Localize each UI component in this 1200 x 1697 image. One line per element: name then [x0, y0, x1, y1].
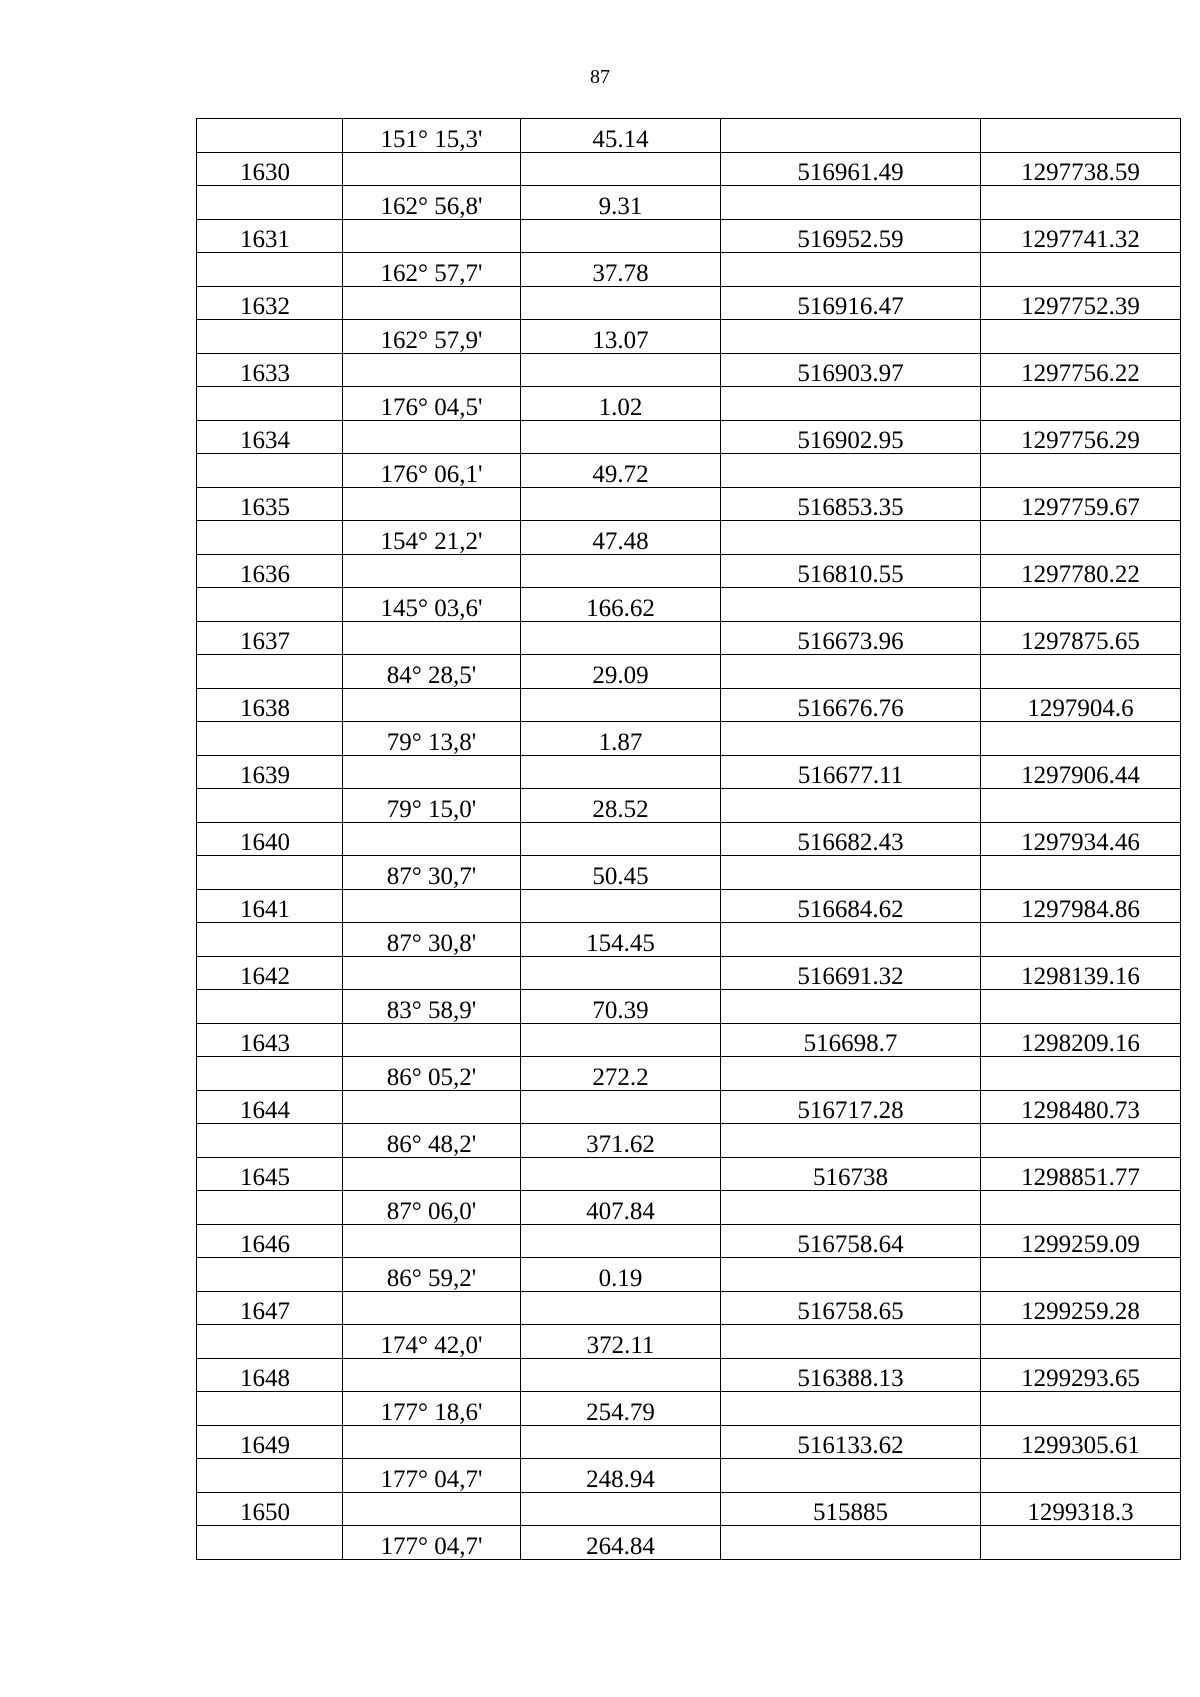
x-coordinate-cell — [721, 1325, 981, 1359]
direction-angle-cell — [343, 353, 521, 387]
direction-angle-cell: 162° 57,9' — [343, 320, 521, 354]
distance-cell — [521, 1425, 721, 1459]
y-coordinate-cell — [981, 990, 1181, 1024]
x-coordinate-cell: 516698.7 — [721, 1023, 981, 1057]
x-coordinate-cell: 516388.13 — [721, 1358, 981, 1392]
point-number-cell — [197, 1124, 343, 1158]
table-row — [197, 789, 1181, 823]
direction-angle-cell: 177° 04,7' — [343, 1526, 521, 1560]
distance-cell: 254.79 — [521, 1392, 721, 1426]
coordinates-table — [196, 118, 1181, 1560]
direction-angle-cell — [343, 554, 521, 588]
x-coordinate-cell: 516758.64 — [721, 1224, 981, 1258]
y-coordinate-cell: 1297984.86 — [981, 889, 1181, 923]
table-row — [197, 889, 1181, 923]
table-row — [197, 1459, 1181, 1493]
x-coordinate-cell — [721, 521, 981, 555]
x-coordinate-cell — [721, 789, 981, 823]
y-coordinate-cell: 1297906.44 — [981, 755, 1181, 789]
x-coordinate-cell: 516684.62 — [721, 889, 981, 923]
x-coordinate-cell: 516952.59 — [721, 219, 981, 253]
x-coordinate-cell — [721, 454, 981, 488]
table-row — [197, 487, 1181, 521]
y-coordinate-cell — [981, 1124, 1181, 1158]
distance-cell — [521, 1090, 721, 1124]
table-row — [197, 1526, 1181, 1560]
table-row — [197, 1057, 1181, 1091]
point-number-cell: 1641 — [197, 889, 343, 923]
distance-cell — [521, 554, 721, 588]
direction-angle-cell — [343, 889, 521, 923]
x-coordinate-cell: 516961.49 — [721, 152, 981, 186]
table-row — [197, 353, 1181, 387]
point-number-cell: 1635 — [197, 487, 343, 521]
distance-cell — [521, 889, 721, 923]
y-coordinate-cell — [981, 521, 1181, 555]
point-number-cell — [197, 1459, 343, 1493]
distance-cell — [521, 1492, 721, 1526]
direction-angle-cell — [343, 286, 521, 320]
table-row — [197, 755, 1181, 789]
distance-cell: 47.48 — [521, 521, 721, 555]
y-coordinate-cell — [981, 655, 1181, 689]
y-coordinate-cell — [981, 923, 1181, 957]
point-number-cell — [197, 990, 343, 1024]
y-coordinate-cell: 1298139.16 — [981, 956, 1181, 990]
table-row — [197, 186, 1181, 220]
point-number-cell: 1638 — [197, 688, 343, 722]
point-number-cell: 1644 — [197, 1090, 343, 1124]
x-coordinate-cell — [721, 1124, 981, 1158]
point-number-cell: 1642 — [197, 956, 343, 990]
y-coordinate-cell — [981, 588, 1181, 622]
x-coordinate-cell — [721, 856, 981, 890]
distance-cell: 0.19 — [521, 1258, 721, 1292]
x-coordinate-cell — [721, 1526, 981, 1560]
distance-cell: 248.94 — [521, 1459, 721, 1493]
point-number-cell — [197, 1392, 343, 1426]
distance-cell — [521, 822, 721, 856]
x-coordinate-cell — [721, 588, 981, 622]
point-number-cell: 1637 — [197, 621, 343, 655]
distance-cell — [521, 755, 721, 789]
table-row — [197, 956, 1181, 990]
y-coordinate-cell: 1297780.22 — [981, 554, 1181, 588]
table-row — [197, 1392, 1181, 1426]
y-coordinate-cell: 1299318.3 — [981, 1492, 1181, 1526]
x-coordinate-cell — [721, 722, 981, 756]
distance-cell — [521, 219, 721, 253]
point-number-cell: 1647 — [197, 1291, 343, 1325]
y-coordinate-cell: 1299305.61 — [981, 1425, 1181, 1459]
y-coordinate-cell: 1297752.39 — [981, 286, 1181, 320]
direction-angle-cell: 174° 42,0' — [343, 1325, 521, 1359]
y-coordinate-cell: 1297934.46 — [981, 822, 1181, 856]
point-number-cell: 1634 — [197, 420, 343, 454]
direction-angle-cell: 87° 06,0' — [343, 1191, 521, 1225]
x-coordinate-cell — [721, 1191, 981, 1225]
direction-angle-cell: 162° 57,7' — [343, 253, 521, 287]
point-number-cell: 1646 — [197, 1224, 343, 1258]
direction-angle-cell — [343, 956, 521, 990]
table-row — [197, 822, 1181, 856]
x-coordinate-cell: 516676.76 — [721, 688, 981, 722]
point-number-cell — [197, 1258, 343, 1292]
x-coordinate-cell — [721, 1392, 981, 1426]
distance-cell: 1.87 — [521, 722, 721, 756]
table-row — [197, 286, 1181, 320]
distance-cell: 407.84 — [521, 1191, 721, 1225]
distance-cell: 13.07 — [521, 320, 721, 354]
y-coordinate-cell — [981, 253, 1181, 287]
point-number-cell — [197, 253, 343, 287]
distance-cell: 37.78 — [521, 253, 721, 287]
point-number-cell — [197, 923, 343, 957]
distance-cell: 50.45 — [521, 856, 721, 890]
point-number-cell — [197, 119, 343, 153]
direction-angle-cell — [343, 152, 521, 186]
y-coordinate-cell: 1297759.67 — [981, 487, 1181, 521]
distance-cell — [521, 956, 721, 990]
y-coordinate-cell — [981, 454, 1181, 488]
point-number-cell: 1639 — [197, 755, 343, 789]
direction-angle-cell — [343, 688, 521, 722]
x-coordinate-cell: 516717.28 — [721, 1090, 981, 1124]
distance-cell: 166.62 — [521, 588, 721, 622]
distance-cell — [521, 1157, 721, 1191]
direction-angle-cell — [343, 1291, 521, 1325]
table-row — [197, 688, 1181, 722]
table-row — [197, 588, 1181, 622]
distance-cell: 372.11 — [521, 1325, 721, 1359]
table-row — [197, 621, 1181, 655]
distance-cell: 49.72 — [521, 454, 721, 488]
distance-cell — [521, 1291, 721, 1325]
x-coordinate-cell: 516673.96 — [721, 621, 981, 655]
x-coordinate-cell — [721, 1057, 981, 1091]
x-coordinate-cell: 516916.47 — [721, 286, 981, 320]
direction-angle-cell — [343, 1157, 521, 1191]
point-number-cell — [197, 387, 343, 421]
x-coordinate-cell: 516902.95 — [721, 420, 981, 454]
y-coordinate-cell: 1299259.28 — [981, 1291, 1181, 1325]
x-coordinate-cell: 516738 — [721, 1157, 981, 1191]
table-row — [197, 1291, 1181, 1325]
direction-angle-cell: 177° 04,7' — [343, 1459, 521, 1493]
direction-angle-cell: 176° 04,5' — [343, 387, 521, 421]
x-coordinate-cell: 516853.35 — [721, 487, 981, 521]
y-coordinate-cell: 1297875.65 — [981, 621, 1181, 655]
direction-angle-cell — [343, 1492, 521, 1526]
point-number-cell — [197, 789, 343, 823]
distance-cell — [521, 487, 721, 521]
y-coordinate-cell — [981, 387, 1181, 421]
point-number-cell — [197, 655, 343, 689]
table-row — [197, 655, 1181, 689]
x-coordinate-cell: 515885 — [721, 1492, 981, 1526]
y-coordinate-cell — [981, 1325, 1181, 1359]
distance-cell: 70.39 — [521, 990, 721, 1024]
x-coordinate-cell — [721, 923, 981, 957]
point-number-cell — [197, 521, 343, 555]
distance-cell — [521, 353, 721, 387]
direction-angle-cell — [343, 487, 521, 521]
y-coordinate-cell — [981, 320, 1181, 354]
direction-angle-cell: 84° 28,5' — [343, 655, 521, 689]
point-number-cell: 1630 — [197, 152, 343, 186]
y-coordinate-cell — [981, 1258, 1181, 1292]
y-coordinate-cell — [981, 186, 1181, 220]
y-coordinate-cell: 1298480.73 — [981, 1090, 1181, 1124]
y-coordinate-cell: 1298209.16 — [981, 1023, 1181, 1057]
point-number-cell — [197, 454, 343, 488]
direction-angle-cell — [343, 219, 521, 253]
x-coordinate-cell: 516677.11 — [721, 755, 981, 789]
x-coordinate-cell — [721, 1459, 981, 1493]
point-number-cell — [197, 1526, 343, 1560]
point-number-cell: 1633 — [197, 353, 343, 387]
x-coordinate-cell — [721, 320, 981, 354]
table-row — [197, 119, 1181, 153]
table-row — [197, 420, 1181, 454]
direction-angle-cell: 79° 15,0' — [343, 789, 521, 823]
table-row — [197, 387, 1181, 421]
y-coordinate-cell: 1297756.22 — [981, 353, 1181, 387]
x-coordinate-cell: 516903.97 — [721, 353, 981, 387]
direction-angle-cell — [343, 420, 521, 454]
point-number-cell — [197, 1191, 343, 1225]
direction-angle-cell — [343, 822, 521, 856]
distance-cell: 371.62 — [521, 1124, 721, 1158]
direction-angle-cell — [343, 1425, 521, 1459]
direction-angle-cell: 87° 30,7' — [343, 856, 521, 890]
y-coordinate-cell: 1299259.09 — [981, 1224, 1181, 1258]
distance-cell: 272.2 — [521, 1057, 721, 1091]
point-number-cell: 1650 — [197, 1492, 343, 1526]
direction-angle-cell — [343, 755, 521, 789]
distance-cell — [521, 1023, 721, 1057]
y-coordinate-cell — [981, 1392, 1181, 1426]
point-number-cell: 1648 — [197, 1358, 343, 1392]
table-row — [197, 1358, 1181, 1392]
point-number-cell: 1640 — [197, 822, 343, 856]
table-row — [197, 722, 1181, 756]
direction-angle-cell: 86° 59,2' — [343, 1258, 521, 1292]
table-row — [197, 1224, 1181, 1258]
point-number-cell — [197, 722, 343, 756]
y-coordinate-cell — [981, 1526, 1181, 1560]
distance-cell — [521, 688, 721, 722]
y-coordinate-cell — [981, 789, 1181, 823]
point-number-cell: 1632 — [197, 286, 343, 320]
x-coordinate-cell — [721, 119, 981, 153]
direction-angle-cell — [343, 1023, 521, 1057]
direction-angle-cell: 176° 06,1' — [343, 454, 521, 488]
table-row — [197, 1191, 1181, 1225]
distance-cell: 45.14 — [521, 119, 721, 153]
point-number-cell — [197, 320, 343, 354]
x-coordinate-cell — [721, 655, 981, 689]
table-row — [197, 1124, 1181, 1158]
table-row — [197, 923, 1181, 957]
x-coordinate-cell — [721, 253, 981, 287]
table-row — [197, 1492, 1181, 1526]
table-row — [197, 1258, 1181, 1292]
direction-angle-cell: 154° 21,2' — [343, 521, 521, 555]
x-coordinate-cell: 516133.62 — [721, 1425, 981, 1459]
table-row — [197, 320, 1181, 354]
coordinates-table-body — [197, 119, 1181, 1560]
y-coordinate-cell — [981, 1191, 1181, 1225]
y-coordinate-cell — [981, 856, 1181, 890]
x-coordinate-cell — [721, 387, 981, 421]
distance-cell: 29.09 — [521, 655, 721, 689]
y-coordinate-cell — [981, 722, 1181, 756]
point-number-cell — [197, 1325, 343, 1359]
table-row — [197, 856, 1181, 890]
distance-cell: 1.02 — [521, 387, 721, 421]
point-number-cell: 1645 — [197, 1157, 343, 1191]
y-coordinate-cell: 1298851.77 — [981, 1157, 1181, 1191]
direction-angle-cell: 86° 48,2' — [343, 1124, 521, 1158]
direction-angle-cell: 151° 15,3' — [343, 119, 521, 153]
table-row — [197, 454, 1181, 488]
distance-cell — [521, 420, 721, 454]
direction-angle-cell: 145° 03,6' — [343, 588, 521, 622]
y-coordinate-cell: 1299293.65 — [981, 1358, 1181, 1392]
direction-angle-cell — [343, 621, 521, 655]
direction-angle-cell — [343, 1224, 521, 1258]
distance-cell: 9.31 — [521, 186, 721, 220]
point-number-cell — [197, 186, 343, 220]
y-coordinate-cell: 1297904.6 — [981, 688, 1181, 722]
direction-angle-cell — [343, 1358, 521, 1392]
table-row — [197, 152, 1181, 186]
table-row — [197, 253, 1181, 287]
point-number-cell: 1643 — [197, 1023, 343, 1057]
direction-angle-cell — [343, 1090, 521, 1124]
distance-cell: 264.84 — [521, 1526, 721, 1560]
table-row — [197, 1325, 1181, 1359]
direction-angle-cell: 83° 58,9' — [343, 990, 521, 1024]
x-coordinate-cell — [721, 186, 981, 220]
table-row — [197, 990, 1181, 1024]
x-coordinate-cell — [721, 990, 981, 1024]
direction-angle-cell: 87° 30,8' — [343, 923, 521, 957]
point-number-cell: 1636 — [197, 554, 343, 588]
x-coordinate-cell: 516691.32 — [721, 956, 981, 990]
point-number-cell — [197, 1057, 343, 1091]
point-number-cell — [197, 856, 343, 890]
y-coordinate-cell — [981, 119, 1181, 153]
table-row — [197, 521, 1181, 555]
distance-cell: 28.52 — [521, 789, 721, 823]
distance-cell — [521, 286, 721, 320]
table-row — [197, 219, 1181, 253]
table-row — [197, 1090, 1181, 1124]
distance-cell — [521, 1224, 721, 1258]
x-coordinate-cell — [721, 1258, 981, 1292]
y-coordinate-cell — [981, 1057, 1181, 1091]
x-coordinate-cell: 516810.55 — [721, 554, 981, 588]
x-coordinate-cell: 516682.43 — [721, 822, 981, 856]
distance-cell — [521, 1358, 721, 1392]
x-coordinate-cell: 516758.65 — [721, 1291, 981, 1325]
point-number-cell — [197, 588, 343, 622]
direction-angle-cell: 79° 13,8' — [343, 722, 521, 756]
table-row — [197, 1157, 1181, 1191]
page-number: 87 — [590, 66, 610, 88]
point-number-cell: 1631 — [197, 219, 343, 253]
direction-angle-cell: 86° 05,2' — [343, 1057, 521, 1091]
y-coordinate-cell: 1297738.59 — [981, 152, 1181, 186]
y-coordinate-cell: 1297741.32 — [981, 219, 1181, 253]
distance-cell — [521, 152, 721, 186]
table-row — [197, 1023, 1181, 1057]
table-row — [197, 1425, 1181, 1459]
table-row — [197, 554, 1181, 588]
distance-cell — [521, 621, 721, 655]
distance-cell: 154.45 — [521, 923, 721, 957]
y-coordinate-cell — [981, 1459, 1181, 1493]
point-number-cell: 1649 — [197, 1425, 343, 1459]
direction-angle-cell: 162° 56,8' — [343, 186, 521, 220]
y-coordinate-cell: 1297756.29 — [981, 420, 1181, 454]
direction-angle-cell: 177° 18,6' — [343, 1392, 521, 1426]
